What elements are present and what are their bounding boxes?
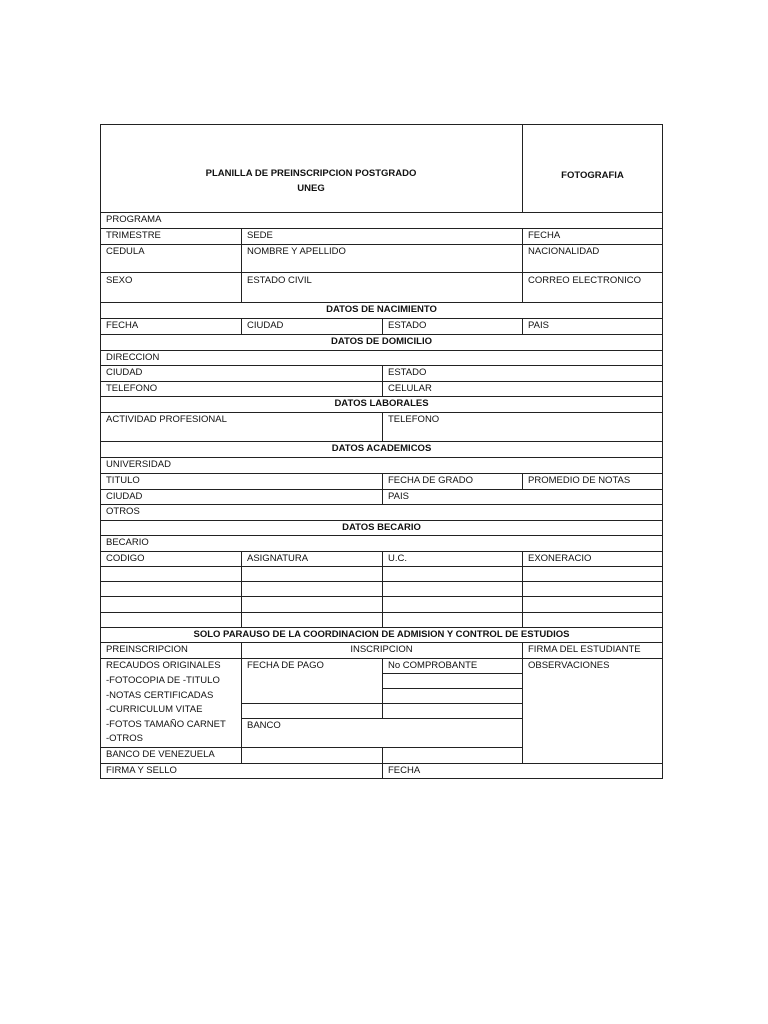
label-direccion: DIRECCION (106, 352, 160, 363)
label-actividad: ACTIVIDAD PROFESIONAL (106, 414, 227, 425)
label-otros: OTROS (106, 506, 140, 517)
label-observaciones: OBSERVACIONES (528, 660, 610, 671)
col-header-uc: U.C. (388, 553, 407, 564)
label-correo: CORREO ELECTRONICO (528, 275, 641, 286)
label-fecha-pago: FECHA DE PAGO (247, 660, 324, 671)
label-banco: BANCO (247, 720, 281, 731)
label-sexo: SEXO (106, 275, 133, 286)
label-trimestre: TRIMESTRE (106, 230, 161, 241)
label-nombre: NOMBRE Y APELLIDO (247, 246, 346, 257)
label-nac-pais: PAIS (528, 320, 549, 331)
label-becario: BECARIO (106, 537, 149, 548)
heading-academicos: DATOS ACADEMICOS (331, 443, 432, 454)
recaudo-item: -NOTAS CERTIFICADAS (106, 690, 214, 701)
label-inscripcion: INSCRIPCION (350, 644, 413, 655)
recaudo-item: -FOTOCOPIA DE -TITULO (106, 675, 220, 686)
recaudo-item: -FOTOS TAMAÑO CARNET (106, 719, 226, 730)
col-header-codigo: CODIGO (106, 553, 145, 564)
label-universidad: UNIVERSIDAD (106, 459, 171, 470)
label-fecha-grado: FECHA DE GRADO (388, 475, 473, 486)
label-dom-ciudad: CIUDAD (106, 367, 143, 378)
recaudo-item: -OTROS (106, 733, 143, 744)
label-sede: SEDE (247, 230, 273, 241)
form-title-line1: PLANILLA DE PREINSCRIPCION POSTGRADO (205, 168, 417, 179)
label-banco-venezuela: BANCO DE VENEZUELA (106, 749, 215, 760)
label-estado-civil: ESTADO CIVIL (247, 275, 312, 286)
form-title (100, 166, 522, 196)
border-top (100, 124, 663, 125)
heading-nacimiento: DATOS DE NACIMIENTO (326, 304, 437, 315)
col-header-exoneracio: EXONERACIO (528, 553, 592, 564)
recaudo-item: -CURRICULUM VITAE (106, 704, 203, 715)
preinscription-form (100, 124, 663, 779)
label-acad-ciudad: CIUDAD (106, 491, 143, 502)
label-dom-celular: CELULAR (388, 383, 432, 394)
label-comprobante: No COMPROBANTE (388, 660, 478, 671)
label-firma-sello: FIRMA Y SELLO (106, 765, 177, 776)
label-dom-estado: ESTADO (388, 367, 427, 378)
label-cedula: CEDULA (106, 246, 145, 257)
form-title-line2: UNEG (297, 183, 325, 194)
row-line (382, 673, 522, 674)
photo-box-label: FOTOGRAFIA (561, 170, 624, 181)
label-promedio: PROMEDIO DE NOTAS (528, 475, 631, 486)
label-firma-estudiante: FIRMA DEL ESTUDIANTE (528, 644, 641, 655)
label-programa: PROGRAMA (106, 214, 162, 225)
row-line (382, 688, 522, 689)
label-acad-pais: PAIS (388, 491, 409, 502)
label-titulo: TITULO (106, 475, 140, 486)
label-fecha: FECHA (528, 230, 561, 241)
heading-domicilio: DATOS DE DOMICILIO (331, 336, 432, 347)
label-nac-estado: ESTADO (388, 320, 427, 331)
label-dom-telefono: TELEFONO (106, 383, 158, 394)
col-header-asignatura: ASIGNATURA (247, 553, 309, 564)
heading-laborales: DATOS LABORALES (334, 398, 429, 409)
label-nac-fecha: FECHA (106, 320, 139, 331)
label-recaudos: RECAUDOS ORIGINALES (106, 660, 221, 671)
heading-becario: DATOS BECARIO (342, 522, 421, 533)
label-preinscripcion: PREINSCRIPCION (106, 644, 188, 655)
label-nac-ciudad: CIUDAD (247, 320, 284, 331)
heading-admision: SOLO PARAUSO DE LA COORDINACION DE ADMISION Y CONTROL DE ESTUDIOS (193, 629, 570, 640)
label-nacionalidad: NACIONALIDAD (528, 246, 600, 257)
label-lab-telefono: TELEFONO (388, 414, 440, 425)
col-line (241, 658, 242, 763)
label-adm-fecha: FECHA (388, 765, 421, 776)
